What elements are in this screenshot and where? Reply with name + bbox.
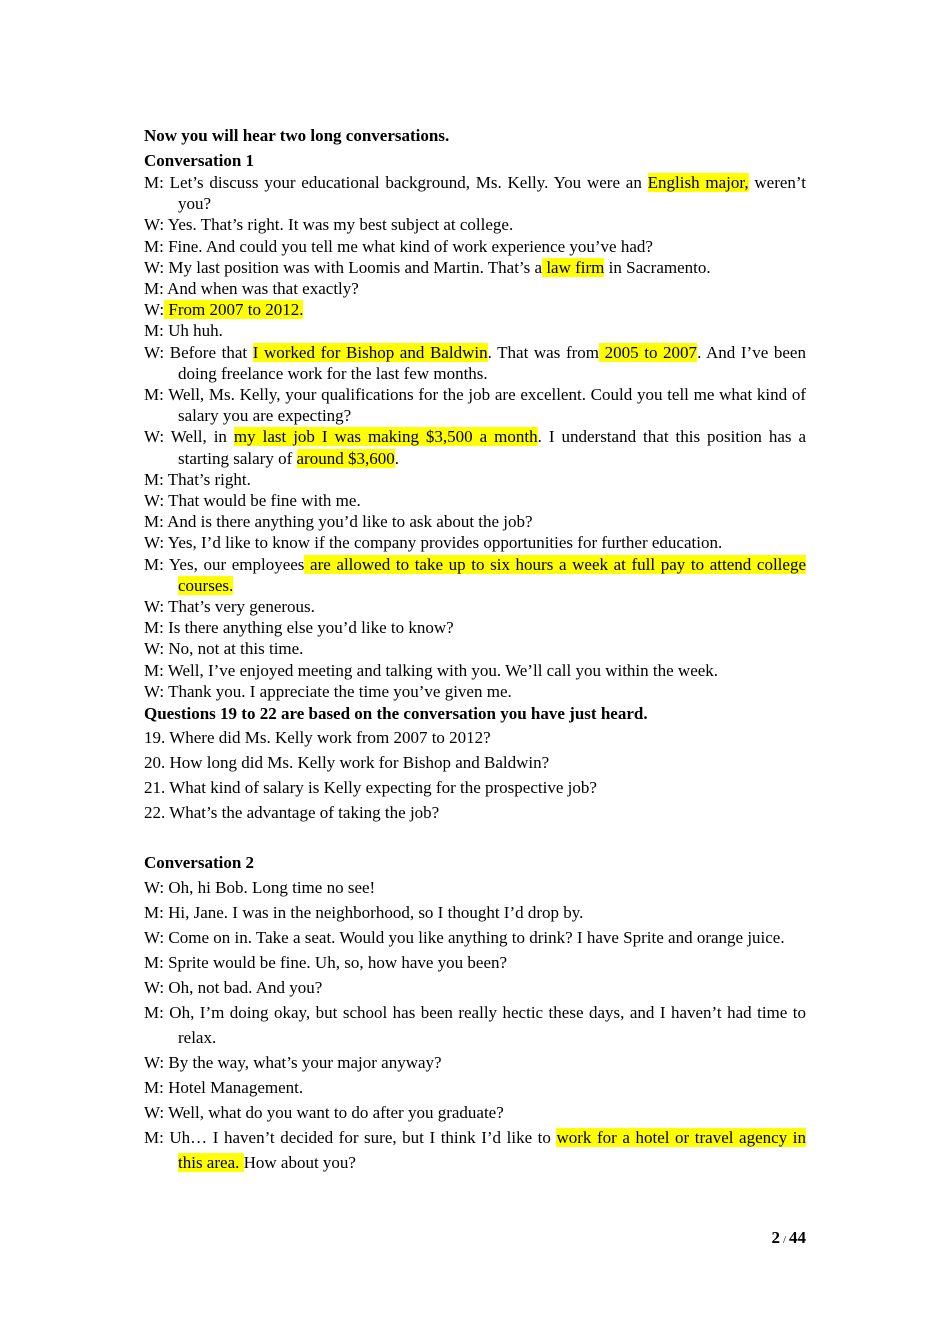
line-text: W: Come on in. Take a seat. Would you like anything to drink? I have Sprite and orange juice. — [144, 928, 785, 948]
highlighted-text: law firm — [542, 257, 605, 277]
line-text: M: Yes, our employees — [144, 554, 305, 574]
line-text: . And I’ve been doing freelance work for the last few months. — [178, 342, 806, 383]
dialogue-line — [144, 299, 806, 320]
dialogue-line — [144, 172, 806, 214]
questions-heading: Questions 19 to 22 are based on the conversation you have just heard. — [144, 704, 648, 724]
line-text: . — [394, 448, 399, 468]
page-number — [771, 1228, 806, 1248]
highlighted-text: 2005 to 2007 — [599, 342, 698, 362]
dialogue-line — [144, 320, 806, 341]
dialogue-line — [144, 617, 806, 638]
line-text: How about you? — [243, 1153, 356, 1173]
question-item: 20. How long did Ms. Kelly work for Bishop and Baldwin? — [144, 753, 550, 773]
line-text: . I understand that this position has a starting salary of — [178, 427, 807, 468]
dialogue-line — [144, 342, 806, 384]
line-text: M: And is there anything you’d like to ask about the job? — [144, 512, 533, 532]
line-text: M: Let’s discuss your educational background, Ms. Kelly. You were an — [144, 173, 648, 192]
dialogue-line — [144, 236, 806, 257]
dialogue-line — [144, 660, 806, 681]
line-text: M: Well, I’ve enjoyed meeting and talking with you. We’ll call you within the week. — [144, 660, 719, 680]
dialogue-line — [144, 1000, 806, 1050]
dialogue-line — [144, 925, 806, 950]
highlighted-text: From 2007 to 2012. — [164, 300, 304, 320]
line-text: W: Before that — [144, 342, 253, 362]
line-text: W: That’s very generous. — [144, 597, 315, 617]
dialogue-line — [144, 257, 806, 278]
dialogue-line — [144, 384, 806, 426]
line-text: M: Well, Ms. Kelly, your qualifications for the job are excellent. Could you tell me what kind of salary you are expecting? — [144, 385, 806, 426]
total-pages: 44 — [789, 1228, 806, 1247]
section-intro: Now you will hear two long conversations. — [144, 126, 450, 145]
line-text: M: Fine. And could you tell me what kind of work experience you’ve had? — [144, 236, 653, 256]
line-text: M: Is there anything else you’d like to know? — [144, 618, 454, 638]
dialogue-line — [144, 1075, 806, 1100]
line-text: M: Oh, I’m doing okay, but school has been really hectic these days, and I haven’t had time to relax. — [144, 1003, 806, 1048]
question-list — [144, 725, 806, 825]
dialogue-line — [144, 469, 806, 490]
line-text: W: — [144, 300, 165, 320]
question-item: 19. Where did Ms. Kelly work from 2007 to 2012? — [144, 728, 491, 748]
dialogue-line — [144, 532, 806, 553]
dialogue-line — [144, 975, 806, 1000]
line-text: M: Sprite would be fine. Uh, so, how have you been? — [144, 953, 508, 973]
highlighted-text: I worked for Bishop and Baldwin — [252, 342, 488, 362]
dialogue-line — [144, 1125, 806, 1175]
line-text: W: By the way, what’s your major anyway? — [144, 1053, 442, 1073]
line-text: W: Oh, hi Bob. Long time no see! — [144, 878, 376, 898]
line-text: M: And when was that exactly? — [144, 279, 359, 299]
line-text: in Sacramento. — [604, 257, 711, 277]
dialogue-line — [144, 900, 806, 925]
conversation-1-transcript — [144, 172, 806, 702]
line-text: weren’t you? — [178, 173, 807, 214]
dialogue-line — [144, 490, 806, 511]
conversation-2-transcript — [144, 875, 806, 1175]
line-text: W: Thank you. I appreciate the time you’ve given me. — [144, 681, 512, 701]
dialogue-line — [144, 596, 806, 617]
line-text: W: Well, what do you want to do after you graduate? — [144, 1103, 504, 1123]
question-item: 21. What kind of salary is Kelly expecting for the prospective job? — [144, 778, 597, 798]
line-text: M: Uh huh. — [144, 321, 223, 341]
line-text: . That was from — [487, 342, 599, 362]
line-text: W: Yes. That’s right. It was my best subject at college. — [144, 215, 514, 235]
conversation-2-title: Conversation 2 — [144, 853, 255, 873]
dialogue-line — [144, 1100, 806, 1125]
dialogue-line — [144, 214, 806, 235]
dialogue-line — [144, 1050, 806, 1075]
current-page: 2 — [771, 1228, 780, 1247]
dialogue-line — [144, 278, 806, 299]
page-separator: / — [782, 1234, 786, 1246]
dialogue-line — [144, 426, 806, 468]
line-text: M: Hi, Jane. I was in the neighborhood, so I thought I’d drop by. — [144, 903, 584, 923]
dialogue-line — [144, 950, 806, 975]
line-text: W: That would be fine with me. — [144, 491, 361, 511]
question-item: 22. What’s the advantage of taking the job? — [144, 803, 440, 823]
dialogue-line — [144, 511, 806, 532]
line-text: M: That’s right. — [144, 469, 251, 489]
dialogue-line — [144, 554, 806, 596]
line-text: W: Yes, I’d like to know if the company provides opportunities for further education. — [144, 533, 723, 553]
line-text: M: Hotel Management. — [144, 1078, 304, 1098]
document-page — [144, 125, 806, 1175]
line-text: W: My last position was with Loomis and Martin. That’s a — [144, 257, 543, 277]
highlighted-text: English major, — [647, 173, 749, 192]
dialogue-line — [144, 875, 806, 900]
highlighted-text: work for a hotel or travel agency in this area. — [178, 1128, 806, 1173]
dialogue-line — [144, 638, 806, 659]
highlighted-text: are allowed to take up to six hours a week at full pay to attend college courses. — [178, 554, 806, 595]
line-text: W: Oh, not bad. And you? — [144, 978, 323, 998]
line-text: M: Uh… I haven’t decided for sure, but I think I’d like to — [144, 1128, 557, 1148]
dialogue-line — [144, 681, 806, 702]
line-text: W: Well, in — [144, 427, 234, 447]
highlighted-text: around $3,600 — [296, 448, 395, 468]
highlighted-text: my last job I was making $3,500 a month — [233, 427, 538, 447]
line-text: W: No, not at this time. — [144, 639, 304, 659]
conversation-1-title: Conversation 1 — [144, 151, 255, 170]
